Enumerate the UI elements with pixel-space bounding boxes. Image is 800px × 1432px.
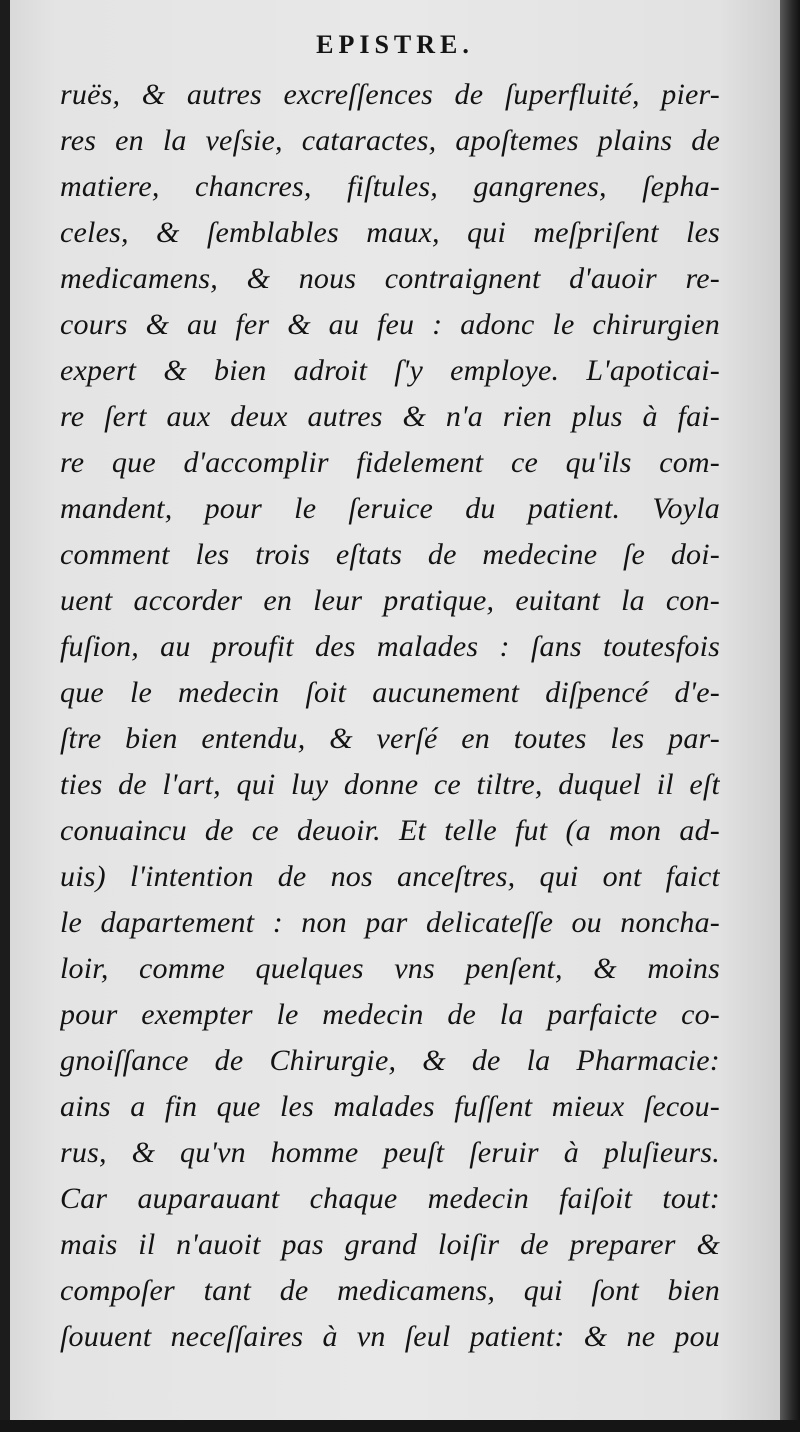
text-line: uis) l'intention de nos anceſtres, qui ont faict [60,860,720,893]
body-text [60,72,720,1360]
text-line: ties de l'art, qui luy donne ce tiltre, duquel il eſt [60,768,720,801]
text-line: ains a fin que les malades fuſſent mieux ſecou- [60,1090,720,1123]
text-line: medicamens, & nous contraignent d'auoir re- [60,262,720,295]
text-line: mandent, pour le ſeruice du patient. Voyla [60,492,720,525]
text-line: comment les trois eſtats de medecine ſe doi- [60,538,720,571]
text-line: ruës, & autres excreſſences de ſuperfluité, pier- [60,78,720,111]
text-line: cours & au fer & au feu : adonc le chirurgien [60,308,720,341]
text-line: re ſert aux deux autres & n'a rien plus à fai- [60,400,720,433]
text-line: loir, comme quelques vns penſent, & moins [60,952,720,985]
text-line: rus, & qu'vn homme peuſt ſeruir à pluſieurs. [60,1136,720,1169]
page-edge-shadow [780,0,800,1432]
page-bottom-shadow [0,1420,800,1432]
text-line: le dapartement : non par delicateſſe ou noncha- [60,906,720,939]
book-page [10,0,782,1420]
text-line: mais il n'auoit pas grand loiſir de preparer & [60,1228,720,1261]
text-line: fuſion, au proufit des malades : ſans toutesfois [60,630,720,663]
text-line: que le medecin ſoit aucunement diſpencé d'e- [60,676,720,709]
text-line: ſouuent neceſſaires à vn ſeul patient: & ne pou [60,1320,720,1353]
text-line: expert & bien adroit ſ'y employe. L'apoticai- [60,354,720,387]
text-line: gnoiſſance de Chirurgie, & de la Pharmacie: [60,1044,720,1077]
text-line: uent accorder en leur pratique, euitant la con- [60,584,720,617]
text-line: matiere, chancres, fiſtules, gangrenes, ſepha- [60,170,720,203]
text-line: res en la veſsie, cataractes, apoſtemes plains de [60,124,720,157]
running-head: EPISTRE. [316,30,474,59]
text-line: Car auparauant chaque medecin faiſoit tout: [60,1182,720,1215]
text-line: celes, & ſemblables maux, qui meſpriſent les [60,216,720,249]
text-line: compoſer tant de medicamens, qui ſont bien [60,1274,720,1307]
text-line: ſtre bien entendu, & verſé en toutes les par- [60,722,720,755]
text-line: pour exempter le medecin de la parfaicte co- [60,998,720,1031]
text-line: re que d'accomplir fidelement ce qu'ils com- [60,446,720,479]
text-line: conuaincu de ce deuoir. Et telle fut (a mon ad- [60,814,720,847]
